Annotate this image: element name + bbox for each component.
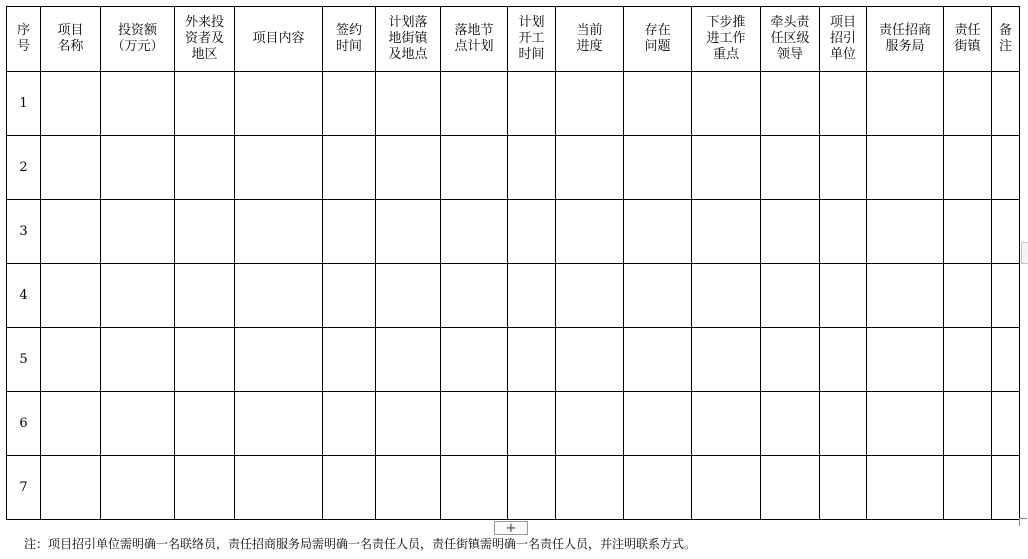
table-cell-next-steps[interactable]: [692, 136, 761, 200]
table-cell-investor-region[interactable]: [175, 392, 235, 456]
add-row-button[interactable]: +: [494, 521, 528, 535]
header-row: [7, 7, 1020, 72]
table-cell-current-progress[interactable]: [556, 136, 624, 200]
table-cell-project-content[interactable]: [235, 72, 323, 136]
table-cell-next-steps[interactable]: [692, 72, 761, 136]
table-cell-planned-start[interactable]: [508, 72, 556, 136]
table-cell-planned-start[interactable]: [508, 264, 556, 328]
table-cell-lead-leader[interactable]: [761, 72, 820, 136]
table-row: [7, 136, 1020, 200]
table-cell-current-progress[interactable]: [556, 264, 624, 328]
table-cell-planned-start[interactable]: [508, 136, 556, 200]
table-cell-signing-time[interactable]: [323, 136, 376, 200]
table-cell-existing-issues[interactable]: [624, 200, 692, 264]
table-row: [7, 264, 1020, 328]
row-number: 6: [7, 392, 41, 456]
table-cell-lead-leader[interactable]: [761, 328, 820, 392]
column-header-recruiting-unit: 项目 招引 单位: [820, 7, 867, 72]
table-cell-existing-issues[interactable]: [624, 264, 692, 328]
table-cell-investor-region[interactable]: [175, 328, 235, 392]
table-cell-investment[interactable]: [101, 392, 175, 456]
table-cell-responsible-town[interactable]: [944, 72, 992, 136]
table-cell-responsible-town[interactable]: [944, 456, 992, 520]
table-cell-service-bureau[interactable]: [867, 264, 944, 328]
column-header-planned-location: 计划落 地街镇 及地点: [376, 7, 441, 72]
column-header-responsible-town: 责任 街镇: [944, 7, 992, 72]
column-header-seq: 序 号: [7, 7, 41, 72]
table-cell-investment[interactable]: [101, 72, 175, 136]
table-cell-landing-plan[interactable]: [441, 264, 508, 328]
table-cell-landing-plan[interactable]: [441, 392, 508, 456]
column-header-signing-time: 签约 时间: [323, 7, 376, 72]
column-header-project-name: 项目 名称: [41, 7, 101, 72]
footnote: 注：项目招引单位需明确一名联络员，责任招商服务局需明确一名责任人员，责任街镇需明确一名责任人员，并注明联系方式。: [24, 537, 697, 551]
column-header-planned-start: 计划 开工 时间: [508, 7, 556, 72]
table-cell-lead-leader[interactable]: [761, 392, 820, 456]
table-cell-remarks[interactable]: [992, 200, 1020, 264]
table-cell-project-name[interactable]: [41, 72, 101, 136]
row-number: 4: [7, 264, 41, 328]
table-cell-investment[interactable]: [101, 328, 175, 392]
column-header-remarks: 备 注: [992, 7, 1020, 72]
table-cell-planned-start[interactable]: [508, 200, 556, 264]
table-cell-investment[interactable]: [101, 456, 175, 520]
table-cell-investment[interactable]: [101, 200, 175, 264]
table-cell-project-name[interactable]: [41, 328, 101, 392]
table-cell-existing-issues[interactable]: [624, 136, 692, 200]
table-cell-lead-leader[interactable]: [761, 456, 820, 520]
table-cell-existing-issues[interactable]: [624, 72, 692, 136]
table-body: [7, 72, 1020, 520]
project-table-container: [6, 6, 1020, 520]
table-cell-investor-region[interactable]: [175, 72, 235, 136]
table-row: [7, 200, 1020, 264]
table-row: [7, 456, 1020, 520]
table-cell-investor-region[interactable]: [175, 200, 235, 264]
table-cell-responsible-town[interactable]: [944, 200, 992, 264]
table-cell-investment[interactable]: [101, 136, 175, 200]
column-header-current-progress: 当前 进度: [556, 7, 624, 72]
table-cell-planned-start[interactable]: [508, 392, 556, 456]
table-cell-landing-plan[interactable]: [441, 136, 508, 200]
table-cell-lead-leader[interactable]: [761, 136, 820, 200]
table-cell-landing-plan[interactable]: [441, 456, 508, 520]
row-number: 2: [7, 136, 41, 200]
table-cell-remarks[interactable]: [992, 456, 1020, 520]
table-cell-remarks[interactable]: [992, 264, 1020, 328]
table-cell-recruiting-unit[interactable]: [820, 200, 867, 264]
table-cell-recruiting-unit[interactable]: [820, 72, 867, 136]
table-cell-current-progress[interactable]: [556, 72, 624, 136]
table-cell-investment[interactable]: [101, 264, 175, 328]
table-cell-existing-issues[interactable]: [624, 456, 692, 520]
table-cell-investor-region[interactable]: [175, 264, 235, 328]
table-cell-responsible-town[interactable]: [944, 392, 992, 456]
table-cell-next-steps[interactable]: [692, 264, 761, 328]
table-cell-service-bureau[interactable]: [867, 392, 944, 456]
row-number: 5: [7, 328, 41, 392]
table-cell-signing-time[interactable]: [323, 72, 376, 136]
table-cell-project-content[interactable]: [235, 392, 323, 456]
column-header-service-bureau: 责任招商 服务局: [867, 7, 944, 72]
table-cell-responsible-town[interactable]: [944, 328, 992, 392]
table-cell-signing-time[interactable]: [323, 456, 376, 520]
table-cell-investor-region[interactable]: [175, 456, 235, 520]
table-cell-lead-leader[interactable]: [761, 200, 820, 264]
table-cell-planned-location[interactable]: [376, 136, 441, 200]
table-cell-current-progress[interactable]: [556, 200, 624, 264]
table-cell-next-steps[interactable]: [692, 456, 761, 520]
table-cell-next-steps[interactable]: [692, 328, 761, 392]
table-cell-signing-time[interactable]: [323, 328, 376, 392]
table-cell-signing-time[interactable]: [323, 200, 376, 264]
table-cell-lead-leader[interactable]: [761, 264, 820, 328]
table-cell-recruiting-unit[interactable]: [820, 392, 867, 456]
table-cell-landing-plan[interactable]: [441, 328, 508, 392]
table-cell-planned-location[interactable]: [376, 200, 441, 264]
column-header-investment: 投资额 （万元）: [101, 7, 175, 72]
column-header-project-content: 项目内容: [235, 7, 323, 72]
resize-handle[interactable]: [1019, 518, 1027, 526]
table-cell-planned-start[interactable]: [508, 456, 556, 520]
table-cell-planned-location[interactable]: [376, 328, 441, 392]
scroll-marker[interactable]: [1021, 242, 1028, 264]
table-cell-project-name[interactable]: [41, 392, 101, 456]
table-cell-project-content[interactable]: [235, 456, 323, 520]
table-cell-project-content[interactable]: [235, 136, 323, 200]
table-cell-project-name[interactable]: [41, 456, 101, 520]
column-header-lead-leader: 牵头责 任区级 领导: [761, 7, 820, 72]
column-header-next-steps: 下步推 进工作 重点: [692, 7, 761, 72]
table-cell-remarks[interactable]: [992, 136, 1020, 200]
table-cell-planned-location[interactable]: [376, 72, 441, 136]
column-header-landing-plan: 落地节 点计划: [441, 7, 508, 72]
project-table: [6, 6, 1020, 520]
table-cell-recruiting-unit[interactable]: [820, 264, 867, 328]
table-cell-planned-start[interactable]: [508, 328, 556, 392]
table-cell-remarks[interactable]: [992, 328, 1020, 392]
table-cell-planned-location[interactable]: [376, 264, 441, 328]
table-row: [7, 328, 1020, 392]
table-cell-signing-time[interactable]: [323, 264, 376, 328]
table-cell-current-progress[interactable]: [556, 456, 624, 520]
table-cell-service-bureau[interactable]: [867, 136, 944, 200]
table-cell-landing-plan[interactable]: [441, 200, 508, 264]
table-cell-project-name[interactable]: [41, 200, 101, 264]
table-cell-service-bureau[interactable]: [867, 72, 944, 136]
table-row: [7, 392, 1020, 456]
table-cell-existing-issues[interactable]: [624, 392, 692, 456]
table-cell-responsible-town[interactable]: [944, 136, 992, 200]
table-cell-service-bureau[interactable]: [867, 456, 944, 520]
column-header-investor-region: 外来投 资者及 地区: [175, 7, 235, 72]
table-cell-remarks[interactable]: [992, 72, 1020, 136]
table-cell-project-content[interactable]: [235, 200, 323, 264]
table-cell-service-bureau[interactable]: [867, 328, 944, 392]
table-cell-remarks[interactable]: [992, 392, 1020, 456]
table-cell-existing-issues[interactable]: [624, 328, 692, 392]
table-cell-next-steps[interactable]: [692, 392, 761, 456]
table-cell-recruiting-unit[interactable]: [820, 328, 867, 392]
table-cell-recruiting-unit[interactable]: [820, 136, 867, 200]
table-cell-project-name[interactable]: [41, 136, 101, 200]
table-cell-investor-region[interactable]: [175, 136, 235, 200]
table-cell-service-bureau[interactable]: [867, 200, 944, 264]
table-cell-current-progress[interactable]: [556, 392, 624, 456]
column-header-existing-issues: 存在 问题: [624, 7, 692, 72]
table-cell-planned-location[interactable]: [376, 392, 441, 456]
table-cell-project-content[interactable]: [235, 328, 323, 392]
table-cell-current-progress[interactable]: [556, 328, 624, 392]
table-cell-landing-plan[interactable]: [441, 72, 508, 136]
table-cell-project-name[interactable]: [41, 264, 101, 328]
table-cell-responsible-town[interactable]: [944, 264, 992, 328]
table-cell-recruiting-unit[interactable]: [820, 456, 867, 520]
row-number: 7: [7, 456, 41, 520]
table-row: [7, 72, 1020, 136]
table-cell-planned-location[interactable]: [376, 456, 441, 520]
row-number: 3: [7, 200, 41, 264]
table-cell-project-content[interactable]: [235, 264, 323, 328]
row-number: 1: [7, 72, 41, 136]
table-cell-next-steps[interactable]: [692, 200, 761, 264]
table-cell-signing-time[interactable]: [323, 392, 376, 456]
